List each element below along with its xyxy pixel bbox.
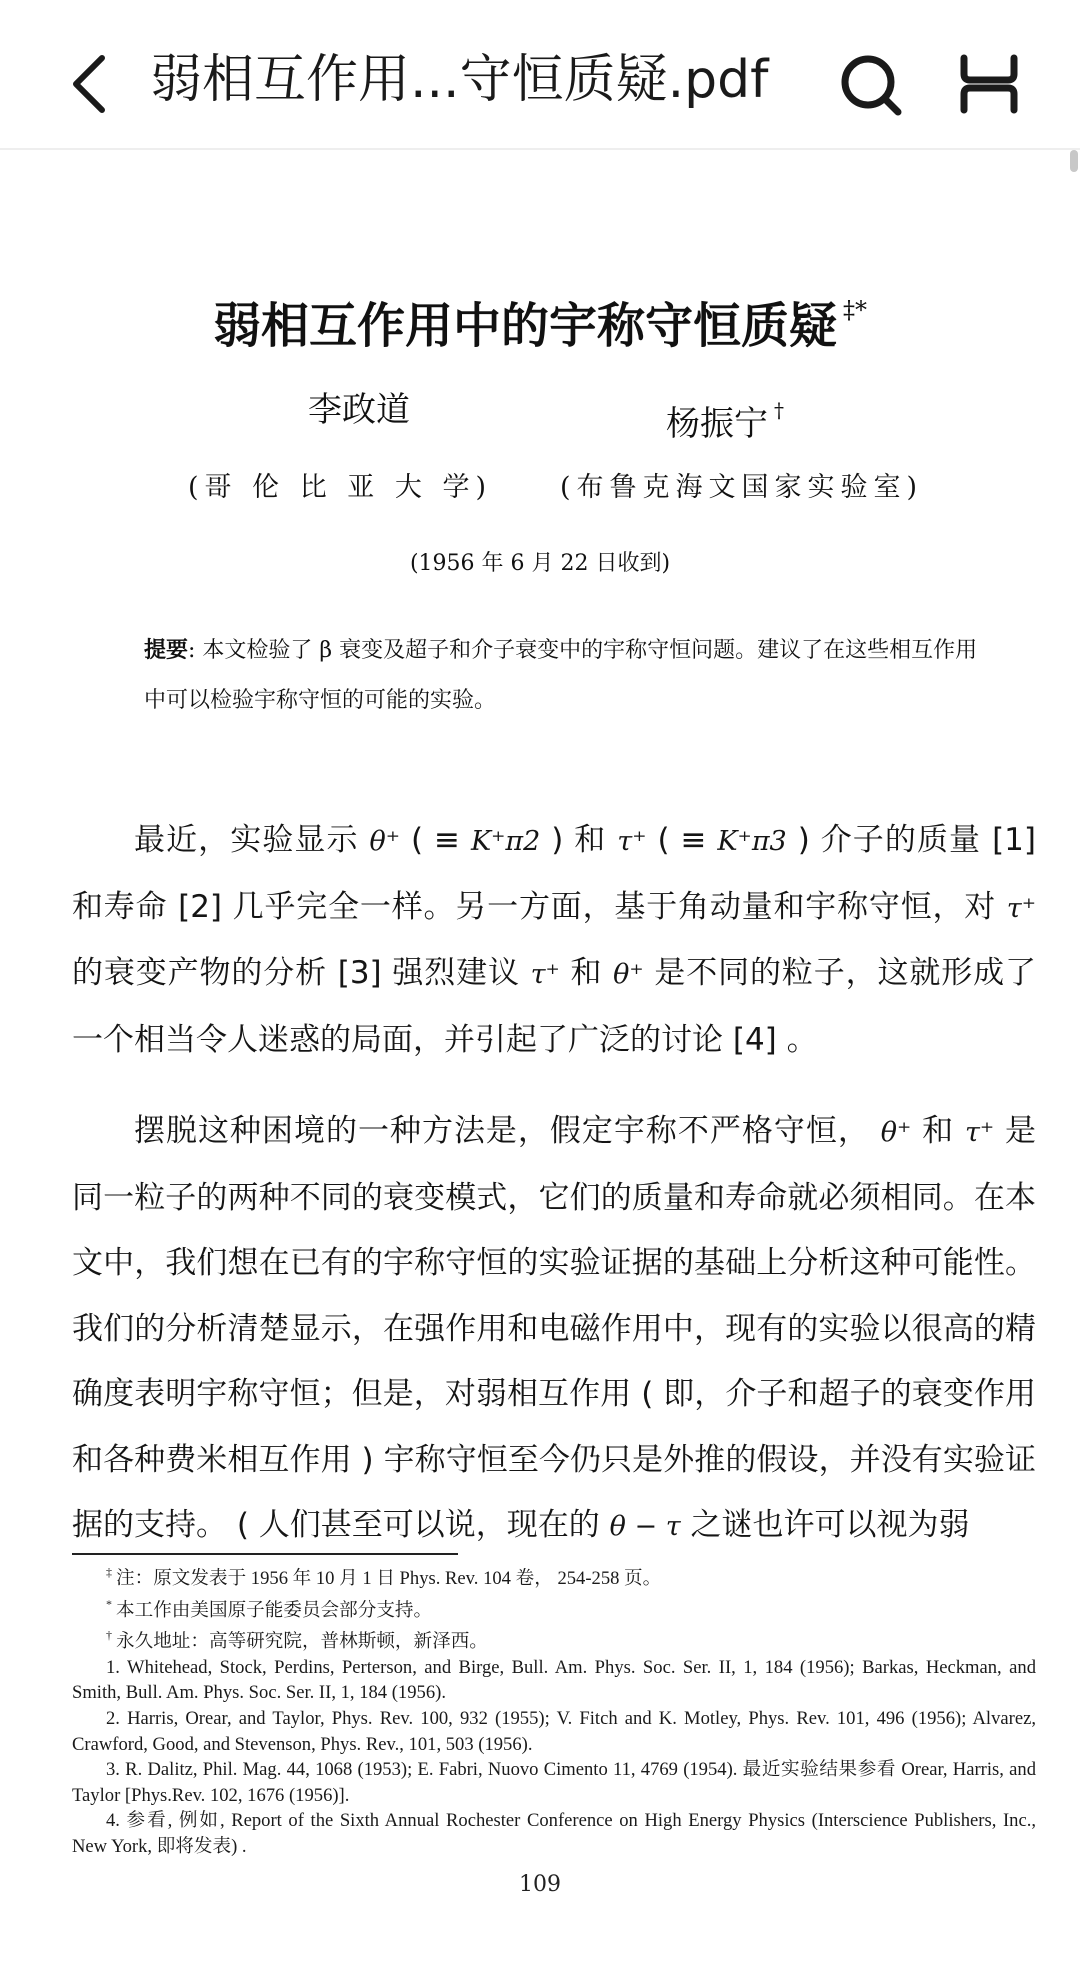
chevron-left-icon (60, 44, 120, 124)
text-segment: 3. R. Dalitz, Phil. Mag. 44, 1068 (1953); E. Fabri, Nuovo Cimento 11, 4769 (1954). 最近实验结果参看 Orear, Harris, and Taylor [Phys.Rev. 102, 1676 (1956)]. (72, 1759, 1036, 1806)
author-mark: † (774, 398, 784, 422)
text-segment: 的衰变产物的分析 [3] 强烈建议 (72, 955, 531, 991)
math-symbol: K⁺π3 (717, 826, 787, 857)
affiliation-brookhaven: (布鲁克海文国家实验室) (560, 472, 924, 503)
paragraph-2 (72, 1099, 1036, 1560)
title-text: 弱相互作用中的宇称守恒质疑 (212, 298, 837, 354)
text-segment: ( ≡ (400, 822, 471, 858)
text-segment: 2. Harris, Orear, and Taylor, Phys. Rev. 100, 932 (1955); V. Fitch and K. Motley, Phys. Rev. 101, 496 (1956); Alvarez, Crawford, Good, and Stevenson, Phys. Rev., 101, 503 (1956). (72, 1707, 1036, 1755)
text-segment: ‡ (106, 1565, 112, 1579)
text-segment: 是同一粒子的两种不同的衰变模式，它们的质量和寿命就必须相同。在本文中，我们想在已有的宇称守恒的实验证据的基础上分析这种可能性。我们的分析清楚显示，在强作用和电磁作用中，现有的实验以很高的精确度表明宇称守恒；但是，对弱相互作用 ( 即，介子和超子的衰变作用和各种费米相互作用 ) 宇称守恒至今仍只是外推的假设，并没有实验证据的支持。 ( 人们甚至可以说，现在的 (72, 1113, 1036, 1543)
math-symbol: τ⁺ (1006, 892, 1036, 924)
math-symbol: θ⁺ (880, 1117, 912, 1148)
search-icon (836, 50, 906, 120)
footnote-item (72, 1560, 1036, 1592)
paragraph-1 (72, 808, 1036, 1073)
abstract-label: 提要 (144, 638, 189, 663)
menu-button[interactable] (956, 52, 1022, 116)
file-title: 弱相互作用...守恒质疑.pdf (150, 50, 769, 110)
footnote-divider (72, 1553, 458, 1555)
author-name: 李政道 (308, 390, 410, 430)
reference-item (72, 1706, 1036, 1757)
abstract-text: : 本文检验了 β 衰变及超子和介子衰变中的宇称守恒问题。建议了在这些相互作用中可以检验宇称守恒的可能的实验。 (144, 638, 978, 713)
text-segment: 永久地址：高等研究院，普林斯顿，新泽西。 (116, 1631, 488, 1653)
math-symbol: τ⁺ (617, 826, 647, 857)
math-symbol: θ − τ (609, 1511, 681, 1542)
text-segment: ) 介子的质量 [1] 和寿命 [2] 几乎完全一样。另一方面，基于角动量和宇称守恒，对 (72, 822, 1036, 925)
reference-item (72, 1808, 1036, 1859)
author-lee (308, 380, 410, 440)
text-segment: 注：原文发表于 1956 年 10 月 1 日 Phys. Rev. 104 卷， 254-258 页。 (116, 1568, 662, 1589)
title-marks: ‡* (843, 296, 867, 324)
math-symbol: θ⁺ (369, 826, 401, 857)
top-toolbar (0, 0, 1080, 150)
abstract (144, 626, 984, 726)
text-segment: 是不同的粒子，这就形成了一个相当令人迷惑的局面，并引起了广泛的讨论 [4] 。 (72, 955, 1036, 1058)
math-symbol: τ⁺ (530, 959, 560, 990)
page-number: 109 (519, 1872, 561, 1897)
document-title (0, 270, 1080, 366)
text-segment: 4. 参看, 例如, Report of the Sixth Annual Rochester Conference on High Energy Physics (Interscience Publishers, Inc., New York, 即将发表) . (72, 1810, 1036, 1857)
text-segment: 之谜也许可以视为弱 (680, 1507, 970, 1543)
author-name: 杨振宁 (666, 404, 768, 444)
text-segment: ( ≡ (646, 822, 718, 858)
footnote-item (72, 1592, 1036, 1624)
text-segment: 最近，实验显示 (134, 822, 370, 858)
reference-item (72, 1655, 1036, 1706)
text-segment: 和 (911, 1113, 965, 1149)
math-symbol: θ⁺ (613, 959, 644, 990)
footnotes (72, 1560, 1036, 1860)
text-segment: 摆脱这种困境的一种方法是，假定宇称不严格守恒， (134, 1113, 881, 1149)
math-symbol: K⁺π2 (470, 826, 541, 857)
text-segment: 本工作由美国原子能委员会部分支持。 (116, 1599, 433, 1621)
reference-item (72, 1757, 1036, 1808)
text-segment: 1. Whitehead, Stock, Perdins, Perterson, and Birge, Bull. Am. Phys. Soc. Ser. II, 1, 184 (1956); Barkas, Heckman, and Smith, Bull. Am. Phys. Soc. Ser. II, 1, 184 (1956). (72, 1656, 1036, 1704)
received-date: (1956 年 6 月 22 日收到) (409, 551, 671, 576)
menu-icon (956, 52, 1022, 116)
text-segment: ) 和 (540, 822, 618, 858)
author-yang (666, 380, 784, 454)
math-symbol: τ⁺ (964, 1117, 995, 1148)
footnote-item (72, 1623, 1036, 1655)
affiliation-columbia: (哥 伦 比 亚 大 学) (188, 472, 492, 503)
back-button[interactable] (60, 44, 120, 124)
text-segment: * (106, 1596, 112, 1611)
text-segment: 和 (559, 955, 614, 991)
scrollbar-thumb[interactable] (1070, 150, 1078, 172)
text-segment: † (106, 1628, 112, 1643)
search-button[interactable] (836, 50, 906, 120)
